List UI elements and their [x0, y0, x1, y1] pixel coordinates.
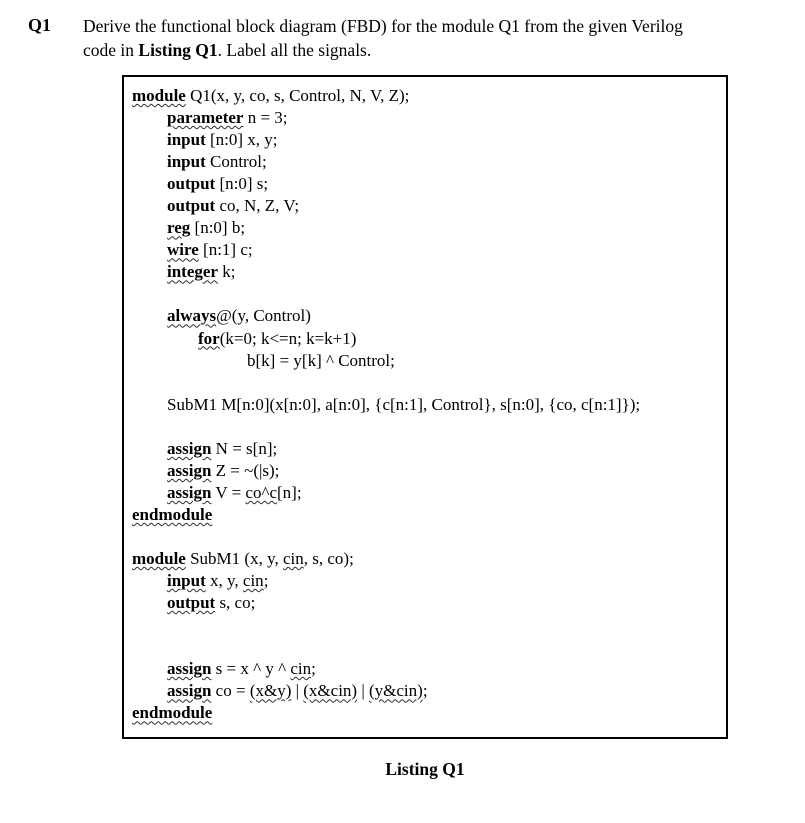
code-text: SubM1 (x, y, [185, 548, 283, 568]
code-line [132, 658, 720, 680]
code-text: | [291, 681, 304, 701]
code-text: @(y, Control) [216, 306, 311, 326]
code-keyword: integer [167, 262, 218, 282]
code-line [132, 614, 720, 636]
code-line [132, 151, 720, 173]
code-line [132, 680, 720, 702]
code-text: Z = ~(|s); [211, 460, 280, 480]
question-number: Q1 [28, 15, 52, 35]
code-line [132, 548, 720, 570]
listing-caption: Listing Q1 [385, 759, 465, 779]
code-listing-box [122, 75, 728, 739]
code-keyword: module [132, 86, 186, 105]
code-text: , s, co); [303, 548, 354, 568]
code-text: . Label all the signals. [217, 39, 372, 60]
code-text: [n:1] c; [198, 240, 253, 260]
code-keyword: wire [167, 240, 199, 260]
code-text: V = [211, 482, 246, 502]
code-line [132, 195, 720, 217]
code-keyword: reg [167, 218, 191, 238]
code-text: k; [217, 262, 236, 282]
code-keyword: output [167, 196, 216, 216]
code-keyword: input [167, 571, 206, 591]
code-line [132, 261, 720, 283]
code-misspelled-text: cin [242, 571, 264, 591]
code-line [132, 592, 720, 614]
code-line [132, 217, 720, 239]
code-keyword: assign [167, 681, 212, 701]
code-keyword: assign [167, 482, 212, 502]
code-text: Derive the functional block diagram (FBD) for the module Q1 from the given Verilog [83, 16, 683, 36]
code-keyword: input [167, 130, 206, 150]
code-misspelled-text: (x&y) [249, 681, 292, 701]
code-text: s, co; [215, 593, 256, 613]
code-keyword: endmodule [132, 703, 213, 723]
code-keyword: assign [167, 438, 212, 458]
code-text: Control; [205, 152, 267, 172]
code-line [132, 129, 720, 151]
prompt-line [83, 15, 683, 39]
code-keyword: module [132, 548, 186, 568]
prompt-line [83, 39, 683, 63]
code-keyword: input [167, 152, 206, 172]
code-line [132, 107, 720, 129]
code-text: x, y, [205, 571, 243, 591]
code-text: | [357, 681, 369, 701]
code-line [132, 173, 720, 195]
code-keyword: Listing Q1 [138, 39, 218, 60]
code-line [132, 460, 720, 482]
code-text: code in [83, 39, 139, 60]
code-text: [n:0] b; [190, 218, 246, 238]
code-text: ; [422, 681, 428, 701]
code-text: ; [311, 659, 316, 679]
code-misspelled-text: cin [290, 659, 312, 679]
code-misspelled-text: cin [282, 548, 304, 568]
code-text: co = [211, 681, 250, 701]
code-line [132, 438, 720, 460]
code-text: [n]; [277, 482, 302, 502]
code-keyword: parameter [167, 108, 244, 128]
code-text: n = 3; [243, 108, 288, 128]
code-line [132, 702, 720, 724]
code-line [132, 328, 720, 350]
code-text: N = s[n]; [211, 438, 278, 458]
code-misspelled-text: (y&cin) [369, 681, 423, 701]
code-line [132, 350, 720, 372]
code-text: [n:0] x, y; [205, 130, 278, 150]
code-misspelled-text: (x&cin) [303, 681, 358, 701]
code-keyword: always [167, 306, 217, 326]
code-keyword: endmodule [132, 504, 213, 524]
code-keyword: output [167, 593, 216, 613]
code-text: ; [263, 571, 269, 591]
code-line [132, 85, 720, 107]
code-text: [n:0] s; [215, 174, 269, 194]
code-line [132, 372, 720, 394]
code-keyword: output [167, 174, 216, 194]
code-text: s = x ^ y ^ [211, 659, 291, 679]
question-prompt [83, 15, 683, 62]
code-text: b[k] = y[k] ^ Control; [247, 350, 395, 370]
code-line [132, 570, 720, 592]
code-line [132, 416, 720, 438]
code-keyword: assign [167, 460, 212, 480]
code-text: co, N, Z, V; [215, 196, 300, 216]
code-line [132, 305, 720, 327]
code-line [132, 482, 720, 504]
code-line [132, 283, 720, 305]
code-line [132, 394, 720, 416]
code-text: SubM1 M[n:0](x[n:0], a[n:0], {c[n:1], Control}, s[n:0], {co, c[n:1]}); [167, 394, 641, 414]
code-keyword: for [198, 328, 220, 348]
code-misspelled-text: co^c [245, 482, 277, 502]
code-text: Q1(x, y, co, s, Control, N, V, Z); [185, 86, 410, 105]
code-text: (k=0; k<=n; k=k+1) [219, 328, 357, 348]
code-line [132, 239, 720, 261]
code-line [132, 504, 720, 526]
code-keyword: assign [167, 659, 212, 679]
code-line [132, 526, 720, 548]
code-line [132, 636, 720, 658]
